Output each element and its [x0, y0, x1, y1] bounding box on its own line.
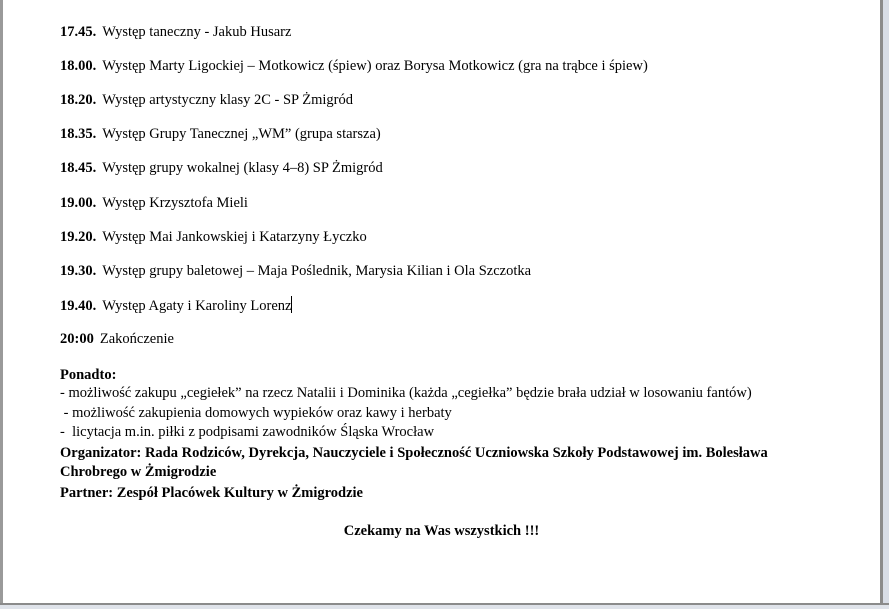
schedule-row: [60, 159, 383, 177]
schedule-time: 18.20.: [60, 92, 97, 108]
schedule-text: Występ Agaty i Karoliny Lorenz: [102, 298, 292, 314]
document-page[interactable]: [3, 0, 880, 603]
schedule-row: [60, 296, 292, 315]
schedule-time: 19.00.: [60, 195, 97, 211]
window-scrollbar-edge[interactable]: [880, 0, 889, 609]
schedule-row: [60, 228, 367, 246]
partner-text: Partner: Zespół Placówek Kultury w Żmigrodzie: [60, 485, 363, 501]
schedule-time: 18.45.: [60, 160, 97, 176]
closing-text: Czekamy na Was wszystkich !!!: [343, 523, 540, 539]
extras-item: - możliwość zakupienia domowych wypieków oraz kawy i herbaty: [60, 405, 452, 421]
schedule-text: Występ Marty Ligockiej – Motkowicz (śpiew) oraz Borysa Motkowicz (gra na trąbce i śpiew): [102, 58, 648, 74]
schedule-time: 19.40.: [60, 298, 97, 314]
schedule-time: 18.35.: [60, 126, 97, 142]
page-bottom-border: [0, 603, 889, 609]
schedule-text: Występ taneczny - Jakub Husarz: [102, 24, 292, 40]
extras-heading: Ponadto:: [60, 367, 117, 383]
schedule-text: Występ Krzysztofa Mieli: [102, 195, 248, 211]
schedule-text: Występ grupy wokalnej (klasy 4–8) SP Żmigród: [102, 160, 383, 176]
schedule-time: 20:00: [60, 331, 94, 347]
extras-item: - możliwość zakupu „cegiełek” na rzecz Natalii i Dominika (każda „cegiełka” będzie brała udział w losowaniu fantów): [60, 385, 752, 401]
schedule-text: Występ Mai Jankowskiej i Katarzyny Łyczko: [102, 229, 367, 245]
organizer-text: Organizator: Rada Rodziców, Dyrekcja, Nauczyciele i Społeczność Uczniowska Szkoły Podstawowej im. Bolesława Chrobrego w Żmigrodzie: [60, 445, 768, 480]
schedule-row: [60, 57, 648, 75]
schedule-row: [60, 194, 248, 212]
schedule-time: 19.20.: [60, 229, 97, 245]
schedule-row: [60, 262, 531, 280]
schedule-row: [60, 23, 291, 41]
schedule-row: [60, 125, 381, 143]
schedule-time: 19.30.: [60, 263, 97, 279]
schedule-row: [60, 330, 174, 348]
extras-item: - licytacja m.in. piłki z podpisami zawodników Śląska Wrocław: [60, 424, 435, 440]
schedule-text: Występ grupy baletowej – Maja Poślednik, Marysia Kilian i Ola Szczotka: [102, 263, 532, 279]
schedule-row: [60, 91, 353, 109]
schedule-time: 17.45.: [60, 24, 97, 40]
schedule-time: 18.00.: [60, 58, 97, 74]
text-cursor: [291, 296, 292, 313]
schedule-text: Występ artystyczny klasy 2C - SP Żmigród: [102, 92, 353, 108]
schedule-text: Zakończenie: [99, 331, 174, 347]
schedule-text: Występ Grupy Tanecznej „WM” (grupa starsza): [102, 126, 381, 142]
